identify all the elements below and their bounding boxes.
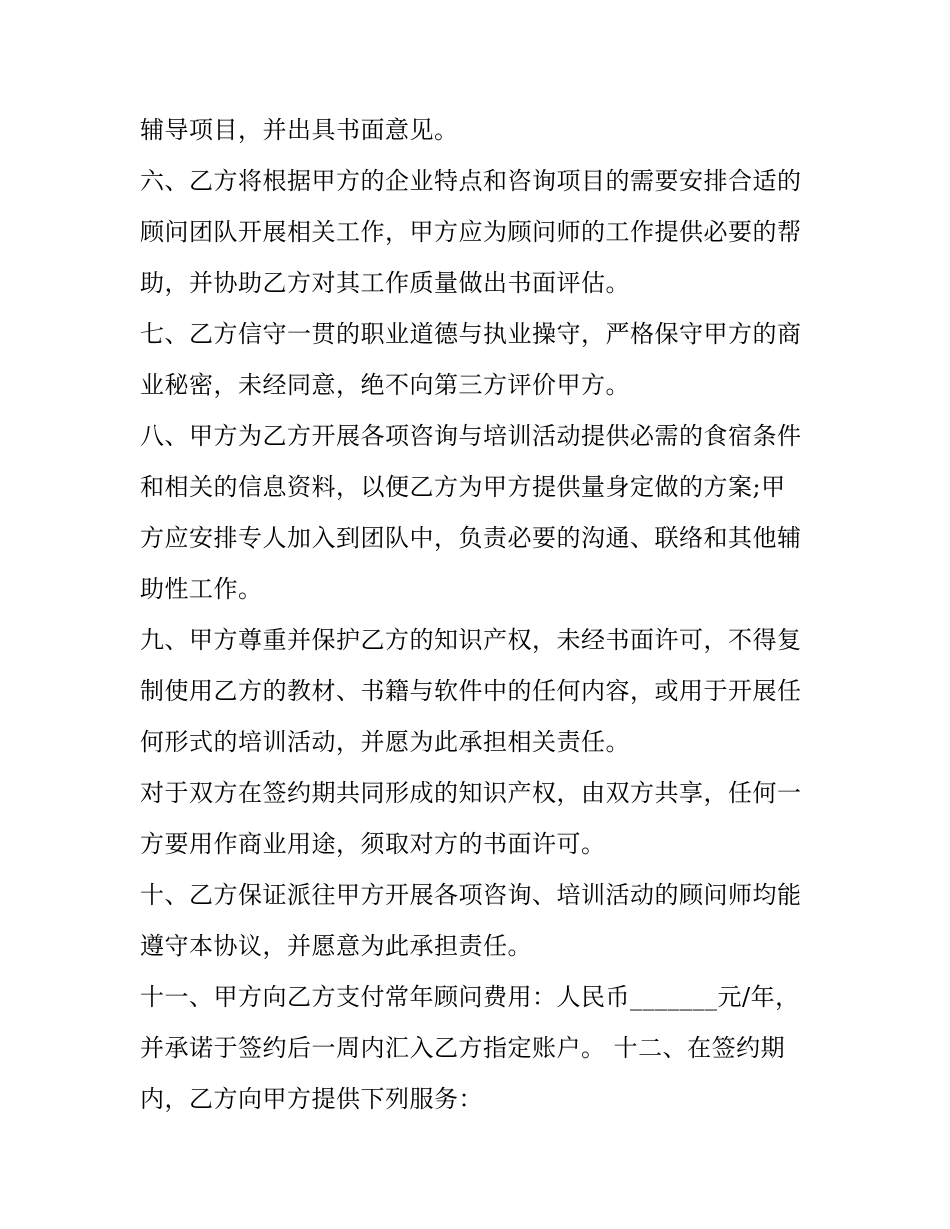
text-line: 九、甲方尊重并保护乙方的知识产权，未经书面许可，不得复 xyxy=(140,626,802,654)
text-line: 何形式的培训活动，并愿为此承担相关责任。 xyxy=(140,728,630,756)
text-line: 六、乙方将根据甲方的企业特点和咨询项目的需要安排合适的 xyxy=(140,167,802,195)
text-line: 方要用作商业用途，须取对方的书面许可。 xyxy=(140,830,606,858)
text-line: 和相关的信息资料，以便乙方为甲方提供量身定做的方案;甲 xyxy=(140,473,786,501)
text-line: 助性工作。 xyxy=(140,575,263,603)
text-line: 业秘密，未经同意，绝不向第三方评价甲方。 xyxy=(140,371,630,399)
text-line: 十、乙方保证派往甲方开展各项咨询、培训活动的顾问师均能 xyxy=(140,881,802,909)
text-line: 遵守本协议，并愿意为此承担责任。 xyxy=(140,932,532,960)
text-line: 对于双方在签约期共同形成的知识产权，由双方共享，任何一 xyxy=(140,779,802,807)
text-line: 并承诺于签约后一周内汇入乙方指定账户。 十二、在签约期 xyxy=(140,1034,786,1062)
text-line: 制使用乙方的教材、书籍与软件中的任何内容，或用于开展任 xyxy=(140,677,802,705)
text-line: 辅导项目，并出具书面意见。 xyxy=(140,116,459,144)
text-line: 助，并协助乙方对其工作质量做出书面评估。 xyxy=(140,269,630,297)
text-line: 方应安排专人加入到团队中，负责必要的沟通、联络和其他辅 xyxy=(140,524,802,552)
text-line: 内，乙方向甲方提供下列服务： xyxy=(140,1085,483,1113)
text-line: 七、乙方信守一贯的职业道德与执业操守，严格保守甲方的商 xyxy=(140,320,802,348)
text-line: 八、甲方为乙方开展各项咨询与培训活动提供必需的食宿条件 xyxy=(140,422,802,450)
text-line: 十一、甲方向乙方支付常年顾问费用：人民币_______元/年， xyxy=(140,983,800,1011)
text-line: 顾问团队开展相关工作，甲方应为顾问师的工作提供必要的帮 xyxy=(140,218,802,246)
